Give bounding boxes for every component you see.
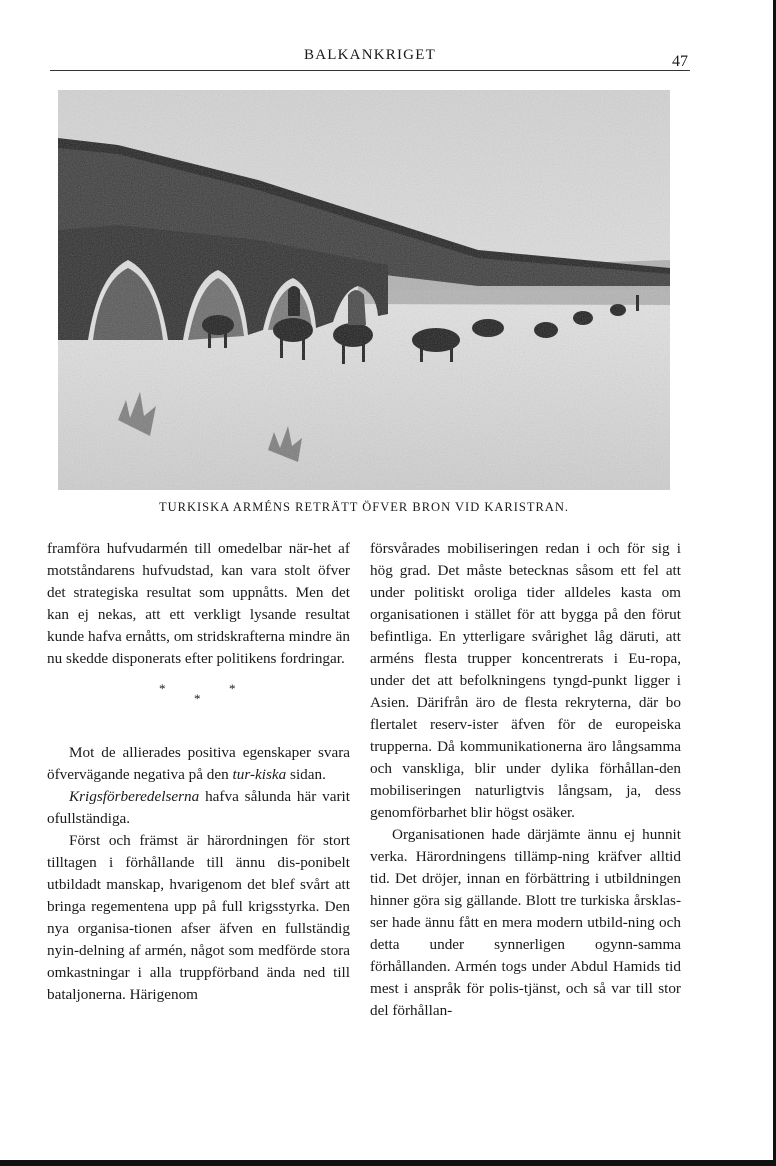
paragraph-text: Mot de allierades positiva egenskaper svara öfvervägande negativa på den [47,744,350,783]
paragraph: Först och främst är härordningen för stort tilltagen i förhållande till ännu dis-ponibelt utbildadt manskap, hvarigenom det blef svårt att bringa regementena upp på full krigsstyrka. Den nya organisa-tionen afser äfven en fullständig nyin-delning af armén, något som medförde stora omkastningar i alla truppförband ända ned till bataljonerna. Härigenom [47,832,350,1003]
paragraph: framföra hufvudarmén till omedelbar när-het af motståndarens hufvudstad, kan vara stolt öfver det strategiska resultat som uppnåtts. Men det kan ej nekas, att ett verkligt lysande resultat kunde hafva ernåtts, om stridskrafterna mindre än nu skedde disponerats efter politikens fordringar. [47,540,350,667]
running-header [50,44,690,71]
paragraph: Organisationen hade därjämte ännu ej hunnit verka. Härordningens tillämp-ning kräfver alltid tid. Det dröjer, innan en förbättring i utbildningen hinner göra sig gällande. Blott tre turkiska årsklas-ser hade ännu fått en mera modern utbild-ning och detta under synnerligen ogynn-samma förhållanden. Armén togs under Abdul Hamids tid mest i anspråk för polis-tjänst, och så var till stor del förhållan- [370,826,681,1019]
section-break-asterisks [47,678,350,734]
bridge-retreat-photo [58,90,670,490]
left-column [47,538,350,1006]
emphasis: tur-kiska [232,766,287,783]
page-number: 47 [672,53,688,70]
asterisk: * [229,681,236,696]
right-column [370,538,681,1022]
asterisk: * [194,691,201,706]
page-edge-bottom [0,1160,776,1166]
emphasis: Krigsförberedelserna [69,788,200,805]
paragraph-text: hafva sålunda här varit ofullständiga. [47,788,350,827]
paragraph-text: sidan. [286,766,326,783]
asterisk: * [159,681,166,696]
paragraph [47,742,350,786]
figure-caption: TURKISKA ARMÉNS RETRÄTT ÖFVER BRON VID KARISTRAN. [158,500,570,514]
paragraph: försvårades mobiliseringen redan i och för sig i hög grad. Det måste betecknas såsom ett fel att under politiskt oroliga tider alldeles kasta om organisationen i stället för att bygga på den förut befintliga. En ytterligare svårighet låg däruti, att arméns flesta trupper koncentrerats i Eu-ropa, under det att befolkningens tyngd-punkt ligger i Asien. Därifrån äro de flesta rekryterna, där bo flertalet reserv-ister äfven för de europeiska trupperna. Då kommunikationerna äro långsamma och vanskliga, blir under dylika förhållan-den mobiliseringen naturligtvis långsam, ja, dess genomförbarhet blir högst osäker. [370,540,681,821]
running-title: BALKANKRIGET [304,47,436,63]
paragraph [47,786,350,830]
